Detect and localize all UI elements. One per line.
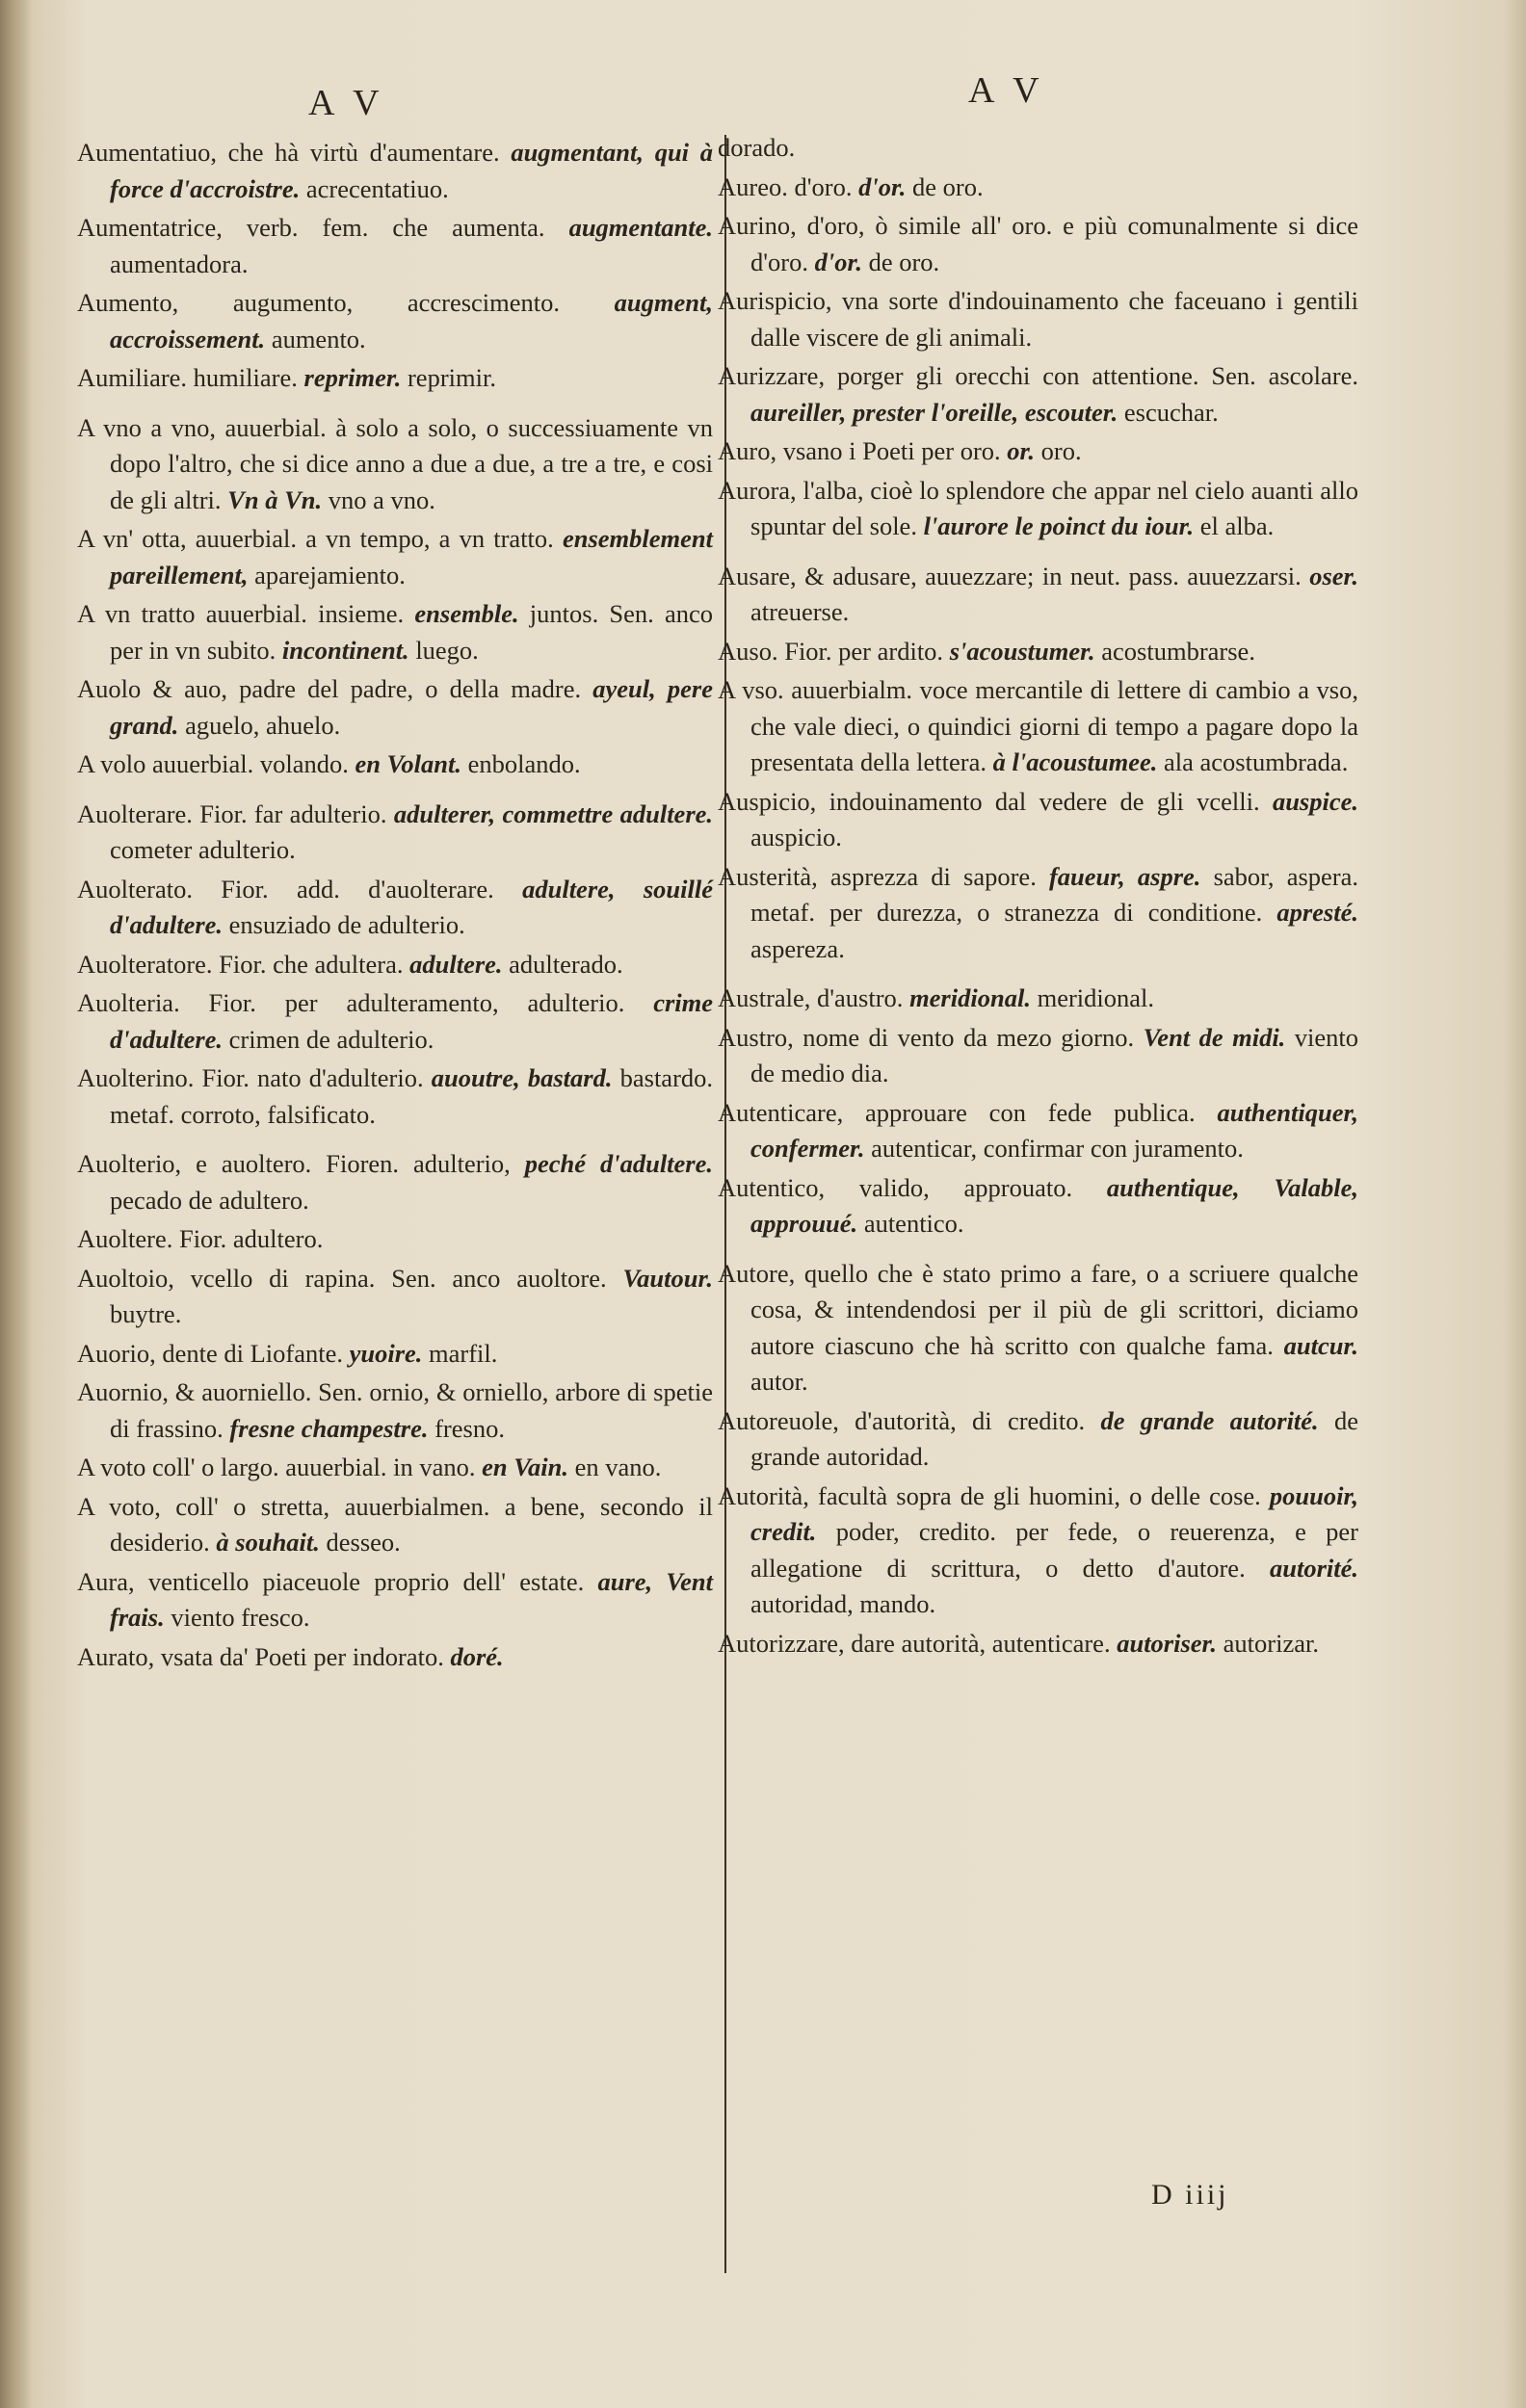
spanish-gloss: meridional. [1037,983,1155,1012]
spanish-gloss: enbolando. [467,749,581,778]
dictionary-entry [718,283,1358,355]
french-gloss: doré. [450,1641,504,1671]
french-gloss: autcur. [1283,1330,1358,1360]
italian-headword: Aurizzare, porger gli orecchi con attentione. Sen. ascolare. [718,361,1358,390]
italian-headword: Ausare, & adusare, auuezzare; in neut. pass. auuezzarsi. [718,561,1302,590]
spanish-gloss: de oro. [912,171,984,201]
italian-headword: Autoreuole, d'autorità, di credito. [718,1405,1086,1435]
dictionary-entry [77,1261,713,1333]
french-gloss: autoriser. [1117,1628,1218,1658]
dictionary-entry [718,634,1358,670]
dictionary-entry [718,1095,1358,1167]
french-gloss: ensemblement pareillement, [110,524,713,589]
dictionary-entry [77,410,713,519]
dictionary-entry [77,1221,713,1258]
spanish-gloss: aumento. [271,324,366,353]
spanish-gloss: desseo. [326,1528,401,1557]
dictionary-entry [77,1639,713,1676]
dictionary-entry [77,1374,713,1447]
spanish-gloss: crimen de adulterio. [228,1024,434,1054]
dictionary-entry [77,1060,713,1133]
running-head-right: A V [968,70,1045,111]
french-gloss: apresté. [1276,898,1358,927]
french-gloss: Vent de midi. [1143,1022,1286,1052]
spanish-gloss: vno a vno. [328,484,435,514]
italian-headword: Austro, nome di vento da mezo giorno. [718,1022,1135,1052]
italian-headword: Auolo & auo, padre del padre, o della madre. [77,674,582,703]
dictionary-entry [77,1146,713,1218]
french-gloss: à l'acoustumee. [992,747,1158,776]
dictionary-entry [718,672,1358,781]
french-gloss: oser. [1309,561,1359,590]
dictionary-entry [77,1450,713,1486]
spanish-gloss: bastardo. metaf. corroto, falsificato. [110,1063,714,1129]
italian-headword: Autorizzare, dare autorità, autenticare. [718,1628,1111,1658]
spanish-gloss: pecado de adultero. [110,1185,309,1215]
french-gloss: aureiller, prester l'oreille, escouter. [750,397,1118,427]
dictionary-entry [77,596,713,668]
spanish-gloss: viento de medio dia. [750,1022,1359,1087]
french-gloss: adulterer, commettre adultere. [393,798,714,828]
spanish-gloss: juntos. Sen. anco per in vn subito. [110,599,713,665]
dictionary-entry [718,433,1358,470]
spanish-gloss: aumentadora. [110,249,249,278]
italian-headword: Auolteratore. Fior. che adultera. [77,949,404,979]
dictionary-entry [77,1336,713,1373]
italian-headword: Aumentatrice, verb. fem. che aumenta. [77,213,545,242]
dictionary-entry [718,1020,1358,1092]
italian-headword: Auolterino. Fior. nato d'adulterio. [77,1063,424,1092]
french-gloss: fresne champestre. [229,1413,429,1443]
french-gloss: Vn à Vn. [227,484,323,514]
french-gloss: or. [1007,436,1036,465]
dictionary-entry [77,135,713,207]
spanish-gloss: aparejamiento. [254,560,406,589]
spanish-gloss: cometer adulterio. [110,835,296,864]
spanish-gloss: de grande autoridad. [750,1405,1359,1471]
italian-headword: Auolteria. Fior. per adulteramento, adulterio. [77,988,625,1017]
signature-mark: D iiij [1151,2179,1229,2211]
italian-headword: Austerità, asprezza di sapore. [718,861,1037,891]
spanish-gloss: buytre. [110,1299,182,1328]
spanish-gloss: oro. [1040,436,1082,465]
dictionary-entry [77,746,713,783]
spanish-gloss: autorizar. [1223,1628,1319,1658]
italian-headword: A voto, coll' o stretta, auuerbialmen. a bene, secondo il desiderio. [77,1491,713,1557]
spanish-gloss: auspicio. [750,823,842,851]
italian-headword: A vno a vno, auuerbial. à solo a solo, o successiuamente vn dopo l'altro, che si dice anno a due a due, a tre a tre, e cosi de gli altri. [77,412,713,514]
french-gloss: meridional. [909,983,1031,1012]
french-gloss: à souhait. [216,1528,320,1557]
french-gloss: auoutre, bastard. [431,1063,613,1092]
dictionary-entry [77,671,713,744]
spanish-gloss: atreuerse. [750,597,850,626]
italian-headword: A vn' otta, auuerbial. a vn tempo, a vn tratto. [77,524,554,553]
italian-headword: Aurato, vsata da' Poeti per indorato. [77,1641,444,1671]
french-gloss: peché d'adultere. [524,1149,714,1178]
spanish-gloss: reprimir. [407,363,496,392]
french-gloss: ayeul, pere grand. [110,674,713,740]
italian-headword: Auoltere. Fior. adultero. [77,1224,324,1253]
french-gloss: crime d'adultere. [110,988,713,1054]
italian-headword: A volo auuerbial. volando. [77,749,349,778]
dictionary-entry [718,1403,1358,1476]
french-gloss: reprimer. [303,363,402,392]
french-gloss: augmentante. [568,213,714,242]
french-gloss: s'acoustumer. [949,636,1095,666]
dictionary-entry [718,859,1358,968]
dictionary-entry [718,1256,1358,1400]
italian-headword: A vn tratto auuerbial. insieme. [77,599,405,628]
italian-headword: A vso. auuerbialm. voce mercantile di lettere di cambio a vso, che vale dieci, o quindici giorni di tempo a pagare dopo la presentata della lettera. [718,675,1358,776]
french-gloss: yuoire. [349,1338,423,1368]
spanish-gloss: acrecentatiuo. [305,173,449,203]
spanish-gloss: luego. [415,635,479,665]
italian-headword: Autore, quello che è stato primo a fare, o a scriuere qualche cosa, & intendendosi per il più de gli scrittori, diciamo autore ciascuno che hà scritto con qualche fama. [718,1258,1358,1360]
french-gloss: d'or. [858,171,907,201]
french-gloss: auspice. [1272,786,1358,816]
right-entry-list [718,130,1358,1664]
binding-gutter [0,0,33,2408]
dictionary-entry [718,1479,1358,1623]
spanish-gloss: autor. [750,1367,808,1396]
italian-headword: Autorità, facultà sopra de gli huomini, o delle cose. [718,1480,1261,1510]
spanish-gloss: dorado. [718,133,796,162]
french-gloss: authentique, Valable, approuué. [750,1172,1358,1238]
french-gloss: en Vain. [482,1453,568,1481]
dictionary-entry [718,784,1358,856]
dictionary-entry [77,985,713,1058]
french-gloss: Vautour. [622,1263,713,1293]
spanish-gloss: autoridad, mando. [750,1589,936,1618]
french-gloss: d'or. [814,247,862,276]
french-gloss: augment, accroissement. [110,288,714,353]
italian-headword: Auolterato. Fior. add. d'auolterare. [77,874,494,903]
dictionary-entry [77,210,713,282]
spanish-gloss: acostumbrarse. [1101,636,1255,666]
spanish-gloss: viento fresco. [171,1603,310,1632]
dictionary-entry [718,559,1358,631]
italian-headword: Auolterio, e auoltero. Fioren. adulterio, [77,1149,511,1178]
dictionary-entry [77,521,713,593]
italian-headword: Auso. Fior. per ardito. [718,636,944,666]
spanish-gloss: escuchar. [1123,397,1219,427]
dictionary-entry [718,1170,1358,1243]
italian-headword: Aumentatiuo, che hà virtù d'aumentare. [77,138,500,167]
italian-headword: Auoltoio, vcello di rapina. Sen. anco auoltore. [77,1263,607,1293]
french-gloss: de grande autorité. [1100,1405,1319,1435]
spanish-gloss: autentico. [863,1209,964,1238]
french-gloss: adultere. [409,949,503,979]
dictionary-entry [718,130,1358,167]
spanish-gloss: fresno. [434,1413,505,1443]
french-gloss: incontinent. [281,635,409,665]
dictionary-entry [718,981,1358,1017]
french-gloss: aure, Vent frais. [110,1566,713,1632]
spanish-gloss: poder, credito. per fede, o reuerenza, e per allegatione di scrittura, o detto d'autore. [750,1517,1359,1583]
spanish-gloss: aguelo, ahuelo. [185,710,341,740]
dictionary-entry [77,360,713,397]
italian-headword: Aurora, l'alba, cioè lo splendore che appar nel cielo auanti allo spuntar del sole. [718,475,1358,540]
italian-headword: Auolterare. Fior. far adulterio. [77,798,387,828]
french-gloss: autorité. [1269,1553,1358,1583]
spanish-gloss: autenticar, confirmar con juramento. [871,1134,1244,1163]
spanish-gloss: el alba. [1199,511,1275,540]
dictionary-entry [718,358,1358,431]
left-entry-list [77,135,713,1678]
french-gloss: augmentant, qui à force d'accroistre. [110,138,713,203]
dictionary-entry [77,872,713,944]
dictionary-entry [718,170,1358,206]
dictionary-entry [718,1626,1358,1662]
french-gloss: l'aurore le poinct du iour. [923,511,1195,540]
spanish-gloss: adulterado. [509,949,623,979]
italian-headword: Auspicio, indouinamento dal vedere de gli vcelli. [718,786,1260,816]
dictionary-entry [77,1564,713,1636]
spanish-gloss: sabor, aspera. metaf. per durezza, o stranezza di conditione. [750,861,1359,927]
italian-headword: Auornio, & auorniello. Sen. ornio, & orniello, arbore di spetie di frassino. [77,1377,713,1443]
dictionary-entry [718,473,1358,545]
italian-headword: Auro, vsano i Poeti per oro. [718,436,1001,465]
spanish-gloss: en vano. [574,1453,662,1481]
french-gloss: en Volant. [355,749,461,778]
italian-headword: Aurino, d'oro, ò simile all' oro. e più comunalmente si dice d'oro. [718,211,1358,276]
spanish-gloss: ensuziado de adulterio. [228,910,465,939]
italian-headword: Aura, venticello piaceuole proprio dell' estate. [77,1566,585,1596]
french-gloss: faueur, aspre. [1048,861,1201,891]
italian-headword: Aumento, augumento, accrescimento. [77,288,561,317]
french-gloss: authentiquer, confermer. [750,1097,1358,1163]
dictionary-entry [77,947,713,983]
spanish-gloss: de oro. [868,247,940,276]
italian-headword: Aurispicio, vna sorte d'indouinamento che faceuano i gentili dalle viscere de gli animali. [718,286,1358,352]
dictionary-entry [77,285,713,357]
dictionary-entry [77,797,713,869]
french-gloss: ensemble. [414,599,519,628]
spanish-gloss: ala acostumbrada. [1164,747,1349,776]
running-head-left: A V [308,83,385,123]
spanish-gloss: marfil. [429,1338,498,1368]
italian-headword: Autenticare, approuare con fede publica. [718,1097,1196,1127]
spanish-gloss: aspereza. [750,933,845,963]
italian-headword: Autentico, valido, approuato. [718,1172,1073,1202]
italian-headword: A voto coll' o largo. auuerbial. in vano. [77,1453,476,1481]
italian-headword: Australe, d'austro. [718,983,904,1012]
italian-headword: Auorio, dente di Liofante. [77,1338,343,1368]
italian-headword: Aureo. d'oro. [718,171,853,201]
french-gloss: pouuoir, credit. [750,1480,1358,1546]
italian-headword: Aumiliare. humiliare. [77,363,298,392]
dictionary-entry [77,1489,713,1561]
dictionary-entry [718,208,1358,280]
french-gloss: adultere, souillé d'adultere. [110,874,714,939]
